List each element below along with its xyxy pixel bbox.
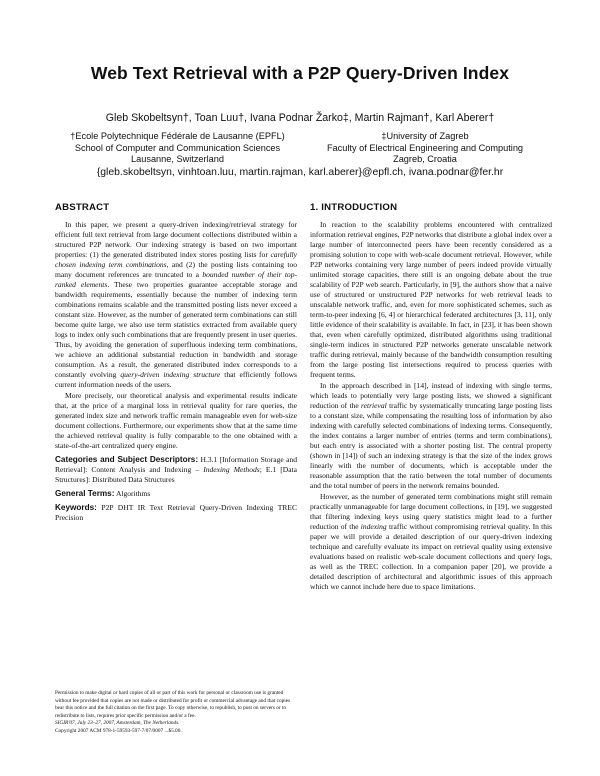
text-run: , and (2) the posting lists containing too many document references are truncated to a [55,260,297,279]
author-emails: {gleb.skobeltsyn, vinhtoan.luu, martin.rajman, karl.aberer}@epfl.ch, ivana.podnar@fer.hr [96,167,504,178]
permission-notice: Permission to make digital or hard copies of all or part of this work for personal or classroom use is granted without fee provided that copies are not made or distributed for profit or commercial advantage and that copies bear this notice and the full citation on the first page. To copy otherwise, to republish, to post on servers or to redistribute to lists, requires prior specific permission and/or a fee. [55,690,291,719]
text-run: traffic without compromising retrieval quality. In this paper we will provide a detailed description of our query-driven indexing technique and carefully evaluate its impact on retrieval quality using extensive evaluations based on realistic web-scale document collections and query logs, as well as the TREC collection. In a companion paper [20], we provide a detailed description of architectural and algorithmic issues of this approach which we cannot include here due to space limitations. [310,522,552,591]
abstract-paragraph: More precisely, our theoretical analysis and experimental results indicate that, at the price of a marginal loss in retrieval quality for rare queries, the generated index size and network traffic remain manageable even for web-size document collections. Furthermore, our experiments show that at the same time the achieved retrieval quality is fully comparable to the one obtained with a state-of-the-art centralized query engine. [55,391,297,450]
keywords-heading: Keywords: [55,503,97,512]
left-column [55,203,297,524]
paper-title: Web Text Retrieval with a P2P Query-Driven Index [90,63,510,83]
keywords-block [55,503,297,523]
intro-paragraph [310,492,552,592]
copyright-footnote [55,690,297,735]
categories-heading: Categories and Subject Descriptors: [55,455,199,464]
general-terms-heading: General Terms: [55,489,115,498]
text-run: Algorithms [114,489,151,498]
text-run: that efficiently follows current information needs of the users. [55,370,297,389]
copyright-line: Copyright 2007 ACM 978-1-59593-597-7/07/0007 ...$5.00. [55,727,182,734]
text-run: traffic by systematically truncating large posting lists to a constant size, while compensating the resulting loss of information by also indexing with carefully selected combinations of indexing terms. Consequently, the index contains a larger number of entries (terms and term combinations), but each entry is associated with a shorter posting list. The central property (shown in [14]) of such an indexing strategy is that the size of the index grows linearly with the number of documents, which is acceptable under the reasonable assumption that the ratio between the total number of documents and the total number of peers in the network remains bounded. [310,401,553,490]
affiliation-line: Zagreb, Croatia [393,154,457,164]
abstract-heading: ABSTRACT [55,202,110,213]
emphasis-text: query-driven indexing structure [120,370,221,379]
text-run: H.3.1 [Information Storage and Retrieval]: Content Analysis and Indexing – [55,455,298,474]
conference-line: SIGIR'07, July 23–27, 2007, Amsterdam, The Netherlands. [55,720,180,726]
text-run: In this paper, we present a query-driven indexing/retrieval strategy for efficient full text retrieval from large document collections distributed within a structured P2P network. Our indexing strategy is based on two important properties: (1) the generated distributed index stores posting lists for [55,220,297,259]
intro-paragraph: In reaction to the scalability problems encountered with centralized information retrieval engines, P2P networks that distribute a global index over a large number of interconnected peers have been recently considered as a promising solution to cope with web-scale document retrieval. However, while P2P networks containing very large number of peers indeed provide virtually unlimited storage capacities, there still is an ongoing debate about the true scalability of P2P web search. Particularly, in [9], the authors show that a naive use of structured or unstructured P2P networks for web retrieval leads to unscalable network traffic, and, even for more sophisticated schemes, such as term-to-peer indexing [6, 4] or hierarchical federated architectures [3, 11], only little evidence of their scalability is available. In fact, in [23], it has been shown that, even when carefully optimized, distributed algorithms using traditional single-term indices in structured P2P networks generate unscalable network traffic during retrieval, mainly because of the bandwidth consumption resulting from the large posting list intersections required to process queries with frequent terms. [310,220,552,379]
emphasis-text: Indexing Methods [203,465,260,474]
emphasis-text: indexing [360,522,387,531]
text-run: In the approach described in [14], instead of indexing with single terms, which leads to potentially very large posting lists, we showed a significant reduction of the [310,381,552,410]
emphasis-text: bounded number of their top-ranked elements [55,270,297,289]
author-list: Gleb Skobeltsyn†, Toan Luu†, Ivana Podnar Žarko‡, Martin Rajman†, Karl Aberer† [105,112,495,124]
emphasis-text: retrieval [361,401,387,410]
categories-block [55,455,297,485]
intro-paragraph [310,381,552,491]
general-terms-block [55,489,297,499]
text-run: ; E.1 [Data Structures]: Distributed Data Structures [55,465,297,484]
affiliation-line: School of Computer and Communication Sciences [74,142,281,153]
affiliation-line: ‡University of Zagreb [381,131,469,141]
introduction-heading: 1. INTRODUCTION [310,202,398,213]
text-run: P2P DHT IR Text Retrieval Query-Driven Indexing TREC Precision [55,503,297,522]
affiliation-epfl [60,131,295,166]
abstract-paragraph [55,220,297,390]
affiliation-line: Lausanne, Switzerland [131,154,224,164]
emphasis-text: carefully chosen indexing term combinations [55,250,297,269]
right-column [310,203,552,593]
affiliation-line: Faculty of Electrical Engineering and Computing [326,142,524,153]
affiliation-line: †Ecole Polytechnique Fédérale de Lausanne (EPFL) [70,131,285,141]
text-run: However, as the number of generated term combinations might still remain practically unmanageable for large document collections, in [19], we suggested that filtering indexing keys using query statistics might lead to a further reduction of the [310,492,552,531]
affiliation-zagreb [300,131,550,166]
text-run: . These two properties guarantee acceptable storage and bandwidth requirements, essentially because the number of indexing term combinations remains scalable and the transmitted posting lists never exceed a constant size. However, as the number of generated term combinations can still become quite large, we also use term statistics extracted from available query logs to index only such combinations that are frequently present in user queries. Thus, by avoiding the generation of superfluous indexing term combinations, we achieve an additional substantial reduction in bandwidth and storage consumption. As a result, the generated distributed index corresponds to a constantly evolving [55,280,297,379]
